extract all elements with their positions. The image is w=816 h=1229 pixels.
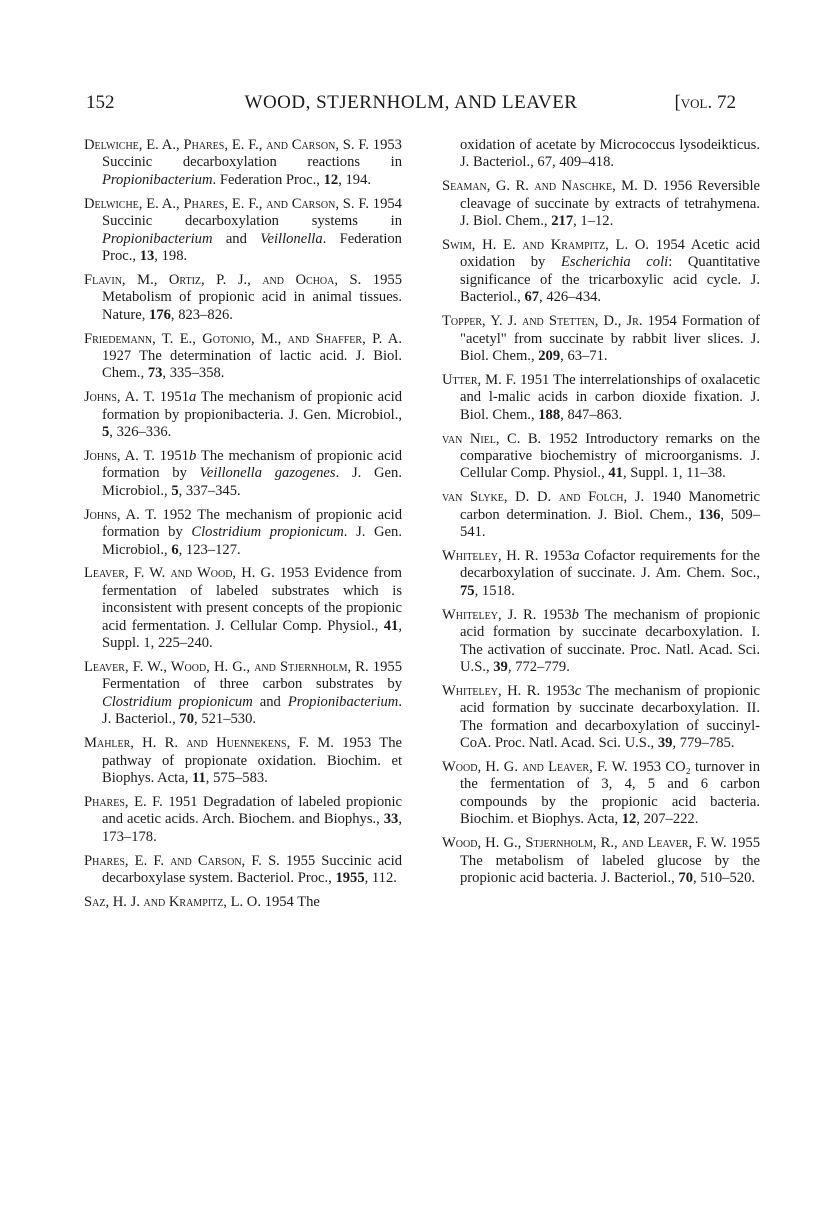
page-number: 152 — [86, 92, 115, 113]
reference-entry: Friedemann, T. E., Gotonio, M., and Shaffer, P. A. 1927 The determination of lactic acid. J. Biol. Chem., 73, 335–358. — [84, 330, 402, 382]
reference-authors: Delwiche, E. A., Phares, E. F., and Carson, S. F. — [84, 195, 369, 212]
reference-entry: Mahler, H. R. and Huennekens, F. M. 1953 The pathway of propionate oxidation. Biochim. et Biophys. Acta, 11, 575–583. — [84, 735, 402, 786]
page-header — [86, 92, 736, 116]
reference-entry: Topper, Y. J. and Stetten, D., Jr. 1954 Formation of "acetyl" from succinate by rabbit liver slices. J. Biol. Chem., 209, 63–71. — [442, 313, 760, 364]
reference-entry: Phares, E. F. 1951 Degradation of labeled propionic and acetic acids. Arch. Biochem. and Biophys., 33, 173–178. — [84, 793, 402, 845]
reference-authors: Phares, E. F. and Carson, F. S. — [84, 852, 280, 869]
reference-authors: Saz, H. J. and Krampitz, L. O. — [84, 893, 261, 910]
reference-authors: Phares, E. F. — [84, 793, 163, 810]
reference-entry: Saz, H. J. and Krampitz, L. O. 1954 The — [84, 893, 320, 910]
reference-authors: Friedemann, T. E., Gotonio, M., and Shaffer, P. A. — [84, 330, 402, 347]
reference-authors: Delwiche, E. A., Phares, E. F., and Carson, S. F. — [84, 137, 369, 153]
reference-entry: Johns, A. T. 1951a The mechanism of propionic acid formation by propionibacteria. J. Gen. Microbiol., 5, 326–336. — [84, 389, 402, 441]
reference-entry: Whiteley, J. R. 1953b The mechanism of propionic acid formation by succinate decarboxylation. I. The activation of succinate. Proc. Natl. Acad. Sci. U.S., 39, 772–779. — [442, 606, 760, 675]
reference-authors: Leaver, F. W. and Wood, H. G. — [84, 565, 275, 582]
reference-entry: Leaver, F. W. and Wood, H. G. 1953 Evidence from fermentation of labeled substrates which is inconsistent with present concepts of the propionic acid fermentation. J. Cellular Comp. Physiol., 41, Suppl. 1, 225–240. — [84, 565, 403, 652]
reference-authors: Johns, A. T. — [84, 506, 157, 523]
reference-authors: Johns, A. T. — [84, 389, 155, 406]
reference-entry: Johns, A. T. 1952 The mechanism of propionic acid formation by Clostridium propionicum. J. Gen. Microbiol., 6, 123–127. — [84, 506, 402, 558]
reference-authors: van Niel, C. B. — [442, 430, 542, 447]
reference-authors: van Slyke, D. D. and Folch, J. — [442, 489, 645, 506]
reference-entry: Swim, H. E. and Krampitz, L. O. 1954 Acetic acid oxidation by Escherichia coli: Quantitative significance of the tricarboxylic acid cycle. J. Bacteriol., 67, 426–434. — [442, 237, 761, 306]
reference-entry: Whiteley, H. R. 1953a Cofactor requirements for the decarboxylation of succinate. J. Am. Chem. Soc., 75, 1518. — [442, 548, 760, 599]
reference-authors: Wood, H. G., Stjernholm, R., and Leaver, F. W. — [442, 835, 727, 852]
references-right-column — [442, 137, 760, 894]
reference-authors: Topper, Y. J. and Stetten, D., Jr. — [442, 313, 643, 330]
reference-entry: van Slyke, D. D. and Folch, J. 1940 Manometric carbon determination. J. Biol. Chem., 136, 509–541. — [442, 489, 761, 541]
reference-authors: Swim, H. E. and Krampitz, L. O. — [442, 237, 650, 254]
volume-label: [vol. 72 — [674, 92, 736, 113]
reference-entry: Phares, E. F. and Carson, F. S. 1955 Succinic acid decarboxylase system. Bacteriol. Proc., 1955, 112. — [84, 852, 402, 886]
reference-authors: Mahler, H. R. and Huennekens, F. M. — [84, 735, 334, 752]
reference-entry: Whiteley, H. R. 1953c The mechanism of propionic acid formation by succinate decarboxylation. II. The formation and decarboxylation of succinyl-CoA. Proc. Natl. Acad. Sci. U.S., 39, 779–785. — [442, 682, 760, 752]
reference-authors: Seaman, G. R. and Naschke, M. D. — [442, 178, 658, 195]
reference-authors: Flavin, M., Ortiz, P. J., and Ochoa, S. — [84, 271, 362, 288]
reference-continuation: oxidation of acetate by Micrococcus lysodeikticus. J. Bacteriol., 67, 409–418. — [460, 137, 760, 171]
reference-authors: Whiteley, H. R. — [442, 548, 539, 565]
reference-authors: Johns, A. T. — [84, 448, 155, 464]
reference-entry: Leaver, F. W., Wood, H. G., and Stjernholm, R. 1955 Fermentation of three carbon substrates by Clostridium propionicum and Propionibacterium. J. Bacteriol., 70, 521–530. — [84, 658, 403, 728]
reference-entry: Wood, H. G., Stjernholm, R., and Leaver, F. W. 1955 The metabolism of labeled glucose by the propionic acid bacteria. J. Bacteriol., 70, 510–520. — [442, 835, 760, 886]
reference-authors: Wood, H. G. and Leaver, F. W. — [442, 759, 628, 775]
running-title: WOOD, STJERNHOLM, AND LEAVER — [244, 92, 578, 113]
reference-entry: Flavin, M., Ortiz, P. J., and Ochoa, S. 1955 Metabolism of propionic acid in animal tissues. Nature, 176, 823–826. — [84, 271, 402, 323]
reference-authors: Whiteley, H. R. — [442, 682, 541, 699]
reference-authors: Leaver, F. W., Wood, H. G., and Stjernholm, R. — [84, 658, 369, 675]
references-left-column — [84, 137, 402, 918]
reference-entry: Wood, H. G. and Leaver, F. W. 1953 CO₂ turnover in the fermentation of 3, 4, 5 and 6 carbon compounds by the propionic acid bacteria. Biochim. et Biophys. Acta, 12, 207–222. — [442, 759, 760, 828]
reference-entry: Utter, M. F. 1951 The interrelationships of oxalacetic and l-malic acids in carbon dioxide fixation. J. Biol. Chem., 188, 847–863. — [442, 371, 760, 423]
reference-entry: Seaman, G. R. and Naschke, M. D. 1956 Reversible cleavage of succinate by extracts of tetrahymena. J. Biol. Chem., 217, 1–12. — [442, 178, 760, 230]
reference-entry: van Niel, C. B. 1952 Introductory remarks on the comparative biochemistry of microorganisms. J. Cellular Comp. Physiol., 41, Suppl. 1, 11–38. — [442, 430, 760, 482]
reference-entry: Delwiche, E. A., Phares, E. F., and Carson, S. F. 1953 Succinic decarboxylation reactions in Propionibacterium. Federation Proc., 12, 194. — [84, 137, 402, 188]
reference-entry: Delwiche, E. A., Phares, E. F., and Carson, S. F. 1954 Succinic decarboxylation systems in Propionibacterium and Veillonella. Federation Proc., 13, 198. — [84, 195, 402, 264]
reference-entry: Johns, A. T. 1951b The mechanism of propionic acid formation by Veillonella gazogenes. J. Gen. Microbiol., 5, 337–345. — [84, 448, 402, 499]
reference-authors: Utter, M. F. — [442, 371, 517, 388]
reference-authors: Whiteley, J. R. — [442, 606, 537, 623]
